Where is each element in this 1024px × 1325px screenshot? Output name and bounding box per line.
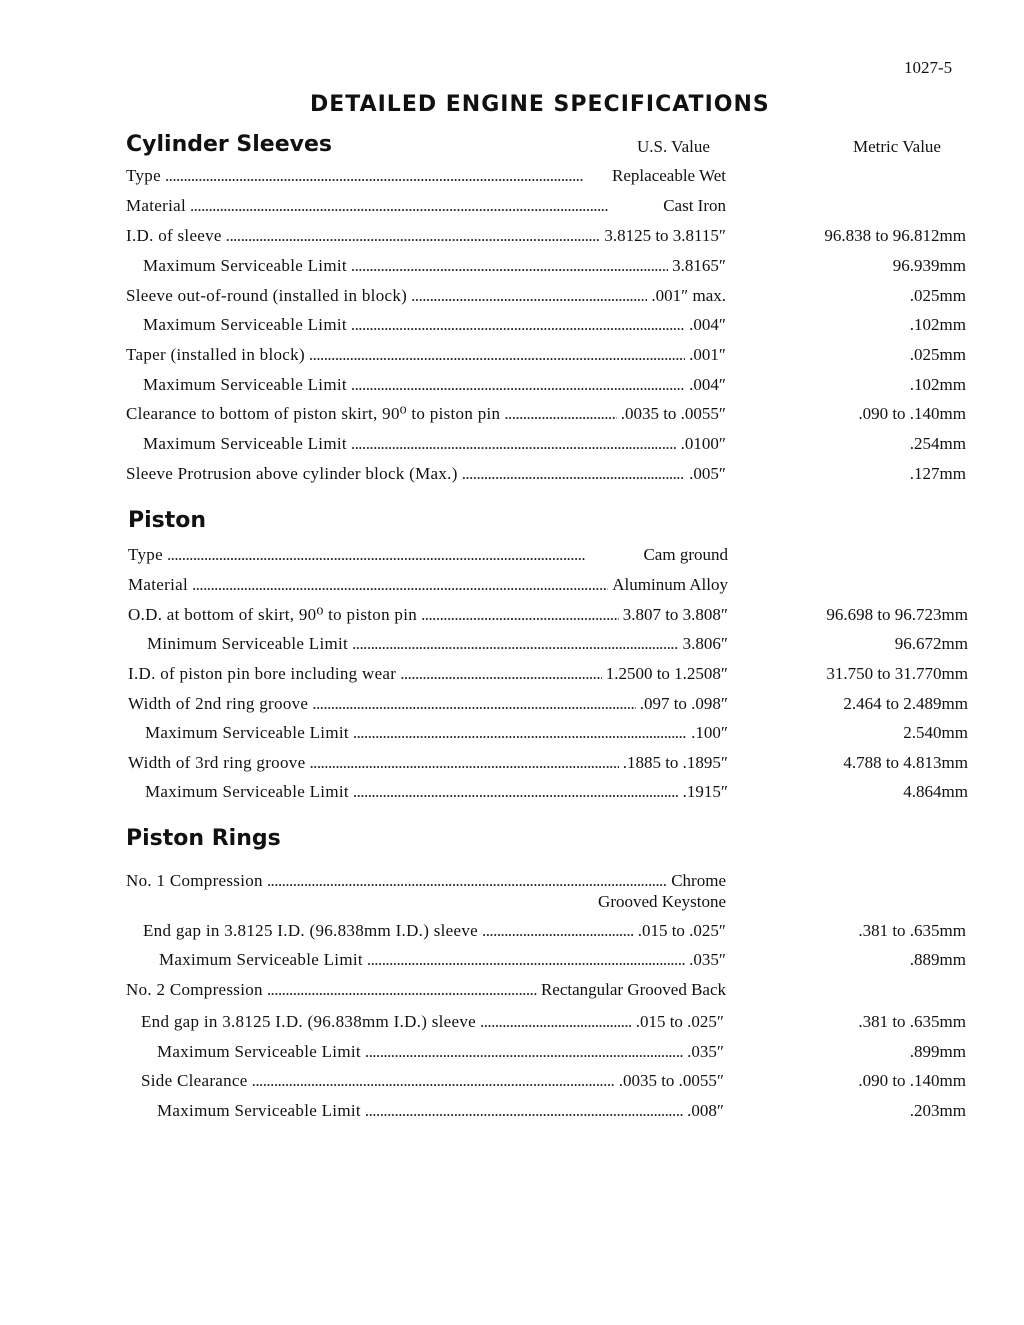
spec-row (126, 919, 966, 943)
spec-row (126, 948, 966, 972)
us-value: 1.2500 to 1.2508″ (605, 664, 728, 683)
spec-label: End gap in 3.8125 I.D. (96.838mm I.D.) sleeve (141, 1012, 477, 1031)
spec-label: Maximum Serviceable Limit (143, 315, 347, 334)
spec-row (124, 1069, 966, 1093)
metric-value: 2.540mm (903, 723, 968, 742)
spec-row (128, 543, 968, 567)
leader-dots (504, 402, 616, 426)
leader-dots (267, 978, 537, 1002)
us-value: .097 to .098″ (639, 694, 728, 713)
metric-value: 4.864mm (903, 782, 968, 801)
leader-dots (421, 603, 619, 627)
spec-label: End gap in 3.8125 I.D. (96.838mm I.D.) sleeve (143, 921, 479, 940)
leader-dots (482, 919, 634, 943)
metric-value: .381 to .635mm (858, 921, 966, 940)
section-title-piston: Piston (128, 508, 207, 533)
spec-label: Side Clearance (141, 1071, 248, 1090)
leader-dots (365, 1040, 683, 1064)
spec-label: Width of 3rd ring groove (128, 753, 306, 772)
leader-dots (353, 780, 679, 804)
spec-row (126, 313, 966, 337)
spec-label: Material (128, 575, 188, 594)
leader-dots (192, 573, 608, 597)
us-value: .1885 to .1895″ (622, 753, 728, 772)
spec-label: Maximum Serviceable Limit (145, 782, 349, 801)
leader-dots (462, 462, 685, 486)
us-value: 3.8125 to 3.8115″ (604, 226, 726, 245)
spec-row (124, 1040, 966, 1064)
leader-dots (353, 721, 687, 745)
us-value: .004″ (689, 375, 726, 394)
us-value: Rectangular Grooved Back (540, 980, 726, 999)
leader-dots (365, 1099, 683, 1123)
us-value: .004″ (689, 315, 726, 334)
spec-row (128, 573, 968, 597)
us-value: .001″ (689, 345, 726, 364)
metric-value: .899mm (909, 1042, 966, 1061)
spec-row (126, 462, 966, 486)
spec-row (128, 662, 968, 686)
spec-row (126, 343, 966, 367)
metric-value: .381 to .635mm (858, 1012, 966, 1031)
us-value: .100″ (691, 723, 728, 742)
spec-label: Minimum Serviceable Limit (147, 634, 349, 653)
spec-row (126, 402, 966, 426)
metric-value: .102mm (909, 375, 966, 394)
metric-value: 96.672mm (894, 634, 968, 653)
leader-dots (367, 948, 685, 972)
us-value-continuation: Grooved Keystone (598, 892, 726, 911)
spec-label: Maximum Serviceable Limit (145, 723, 349, 742)
spec-label: Clearance to bottom of piston skirt, 90⁰ to piston pin (126, 404, 501, 423)
us-value: .035″ (689, 950, 726, 969)
us-value: Aluminum Alloy (612, 575, 728, 594)
metric-value: 4.788 to 4.813mm (843, 753, 968, 772)
us-value: Chrome (671, 871, 726, 890)
spec-label: Taper (installed in block) (126, 345, 305, 364)
spec-label: Sleeve Protrusion above cylinder block (Max.) (126, 464, 458, 483)
metric-value: 96.838 to 96.812mm (824, 226, 966, 245)
us-value: Cam ground (643, 545, 728, 564)
page-title: DETAILED ENGINE SPECIFICATIONS (310, 92, 770, 117)
metric-value: .025mm (909, 345, 966, 364)
leader-dots (252, 1069, 615, 1093)
spec-row (128, 632, 968, 656)
spec-row (124, 1010, 966, 1034)
us-value: .001″ max. (651, 286, 726, 305)
metric-value: .254mm (909, 434, 966, 453)
metric-value: .127mm (909, 464, 966, 483)
us-value: .015 to .025″ (635, 1012, 724, 1031)
spec-label: Maximum Serviceable Limit (157, 1042, 361, 1061)
leader-dots (312, 692, 635, 716)
spec-label: Maximum Serviceable Limit (143, 256, 347, 275)
spec-row (128, 603, 968, 627)
us-value: 3.807 to 3.808″ (622, 605, 728, 624)
leader-dots (400, 662, 601, 686)
spec-row (128, 751, 968, 775)
page-number: 1027-5 (904, 58, 953, 77)
us-value: .008″ (687, 1101, 724, 1120)
spec-label: No. 1 Compression (126, 871, 263, 890)
spec-row (126, 194, 966, 218)
spec-label: O.D. at bottom of skirt, 90⁰ to piston pin (128, 605, 418, 624)
spec-row (126, 224, 966, 248)
us-value: .035″ (687, 1042, 724, 1061)
spec-row (126, 254, 966, 278)
spec-label: Maximum Serviceable Limit (157, 1101, 361, 1120)
metric-value: .090 to .140mm (858, 404, 966, 423)
metric-value: .889mm (909, 950, 966, 969)
spec-label: No. 2 Compression (126, 980, 263, 999)
column-header-us: U.S. Value (637, 137, 710, 156)
us-value: .0035 to .0055″ (620, 404, 726, 423)
us-value: .0035 to .0055″ (618, 1071, 724, 1090)
column-header-metric: Metric Value (853, 137, 941, 156)
metric-value: 2.464 to 2.489mm (843, 694, 968, 713)
spec-label: Type (128, 545, 163, 564)
us-value: .0100″ (680, 434, 726, 453)
leader-dots (351, 254, 668, 278)
spec-row (128, 721, 968, 745)
metric-value: 31.750 to 31.770mm (826, 664, 968, 683)
metric-value: .203mm (909, 1101, 966, 1120)
leader-dots (226, 224, 601, 248)
leader-dots (309, 343, 685, 367)
leader-dots (351, 373, 685, 397)
spec-label: I.D. of sleeve (126, 226, 222, 245)
spec-label: Width of 2nd ring groove (128, 694, 309, 713)
spec-row (126, 978, 966, 1002)
section-title-piston-rings: Piston Rings (126, 826, 281, 851)
spec-label: Material (126, 196, 186, 215)
spec-label: I.D. of piston pin bore including wear (128, 664, 397, 683)
section-title-cylinder-sleeves: Cylinder Sleeves (126, 132, 332, 157)
us-value: 3.806″ (682, 634, 728, 653)
spec-row (128, 692, 968, 716)
us-value: .1915″ (682, 782, 728, 801)
us-value: .005″ (689, 464, 726, 483)
spec-row (126, 164, 966, 188)
us-value: Cast Iron (663, 196, 726, 215)
spec-row (124, 1099, 966, 1123)
leader-dots (352, 632, 679, 656)
spec-row (126, 432, 966, 456)
metric-value: 96.939mm (892, 256, 966, 275)
leader-dots (167, 543, 640, 567)
metric-value: 96.698 to 96.723mm (826, 605, 968, 624)
metric-value: .090 to .140mm (858, 1071, 966, 1090)
metric-value: .025mm (909, 286, 966, 305)
leader-dots (351, 313, 685, 337)
us-value: .015 to .025″ (637, 921, 726, 940)
spec-label: Maximum Serviceable Limit (143, 375, 347, 394)
leader-dots (165, 164, 608, 188)
spec-row (128, 780, 968, 804)
leader-dots (411, 284, 647, 308)
leader-dots (190, 194, 659, 218)
leader-dots (309, 751, 618, 775)
leader-dots (351, 432, 677, 456)
spec-label: Maximum Serviceable Limit (143, 434, 347, 453)
us-value: Replaceable Wet (612, 166, 726, 185)
leader-dots (480, 1010, 632, 1034)
spec-row (126, 373, 966, 397)
metric-value: .102mm (909, 315, 966, 334)
spec-label: Sleeve out-of-round (installed in block) (126, 286, 408, 305)
spec-label: Maximum Serviceable Limit (159, 950, 363, 969)
us-value: 3.8165″ (672, 256, 726, 275)
spec-label: Type (126, 166, 161, 185)
spec-row (126, 284, 966, 308)
